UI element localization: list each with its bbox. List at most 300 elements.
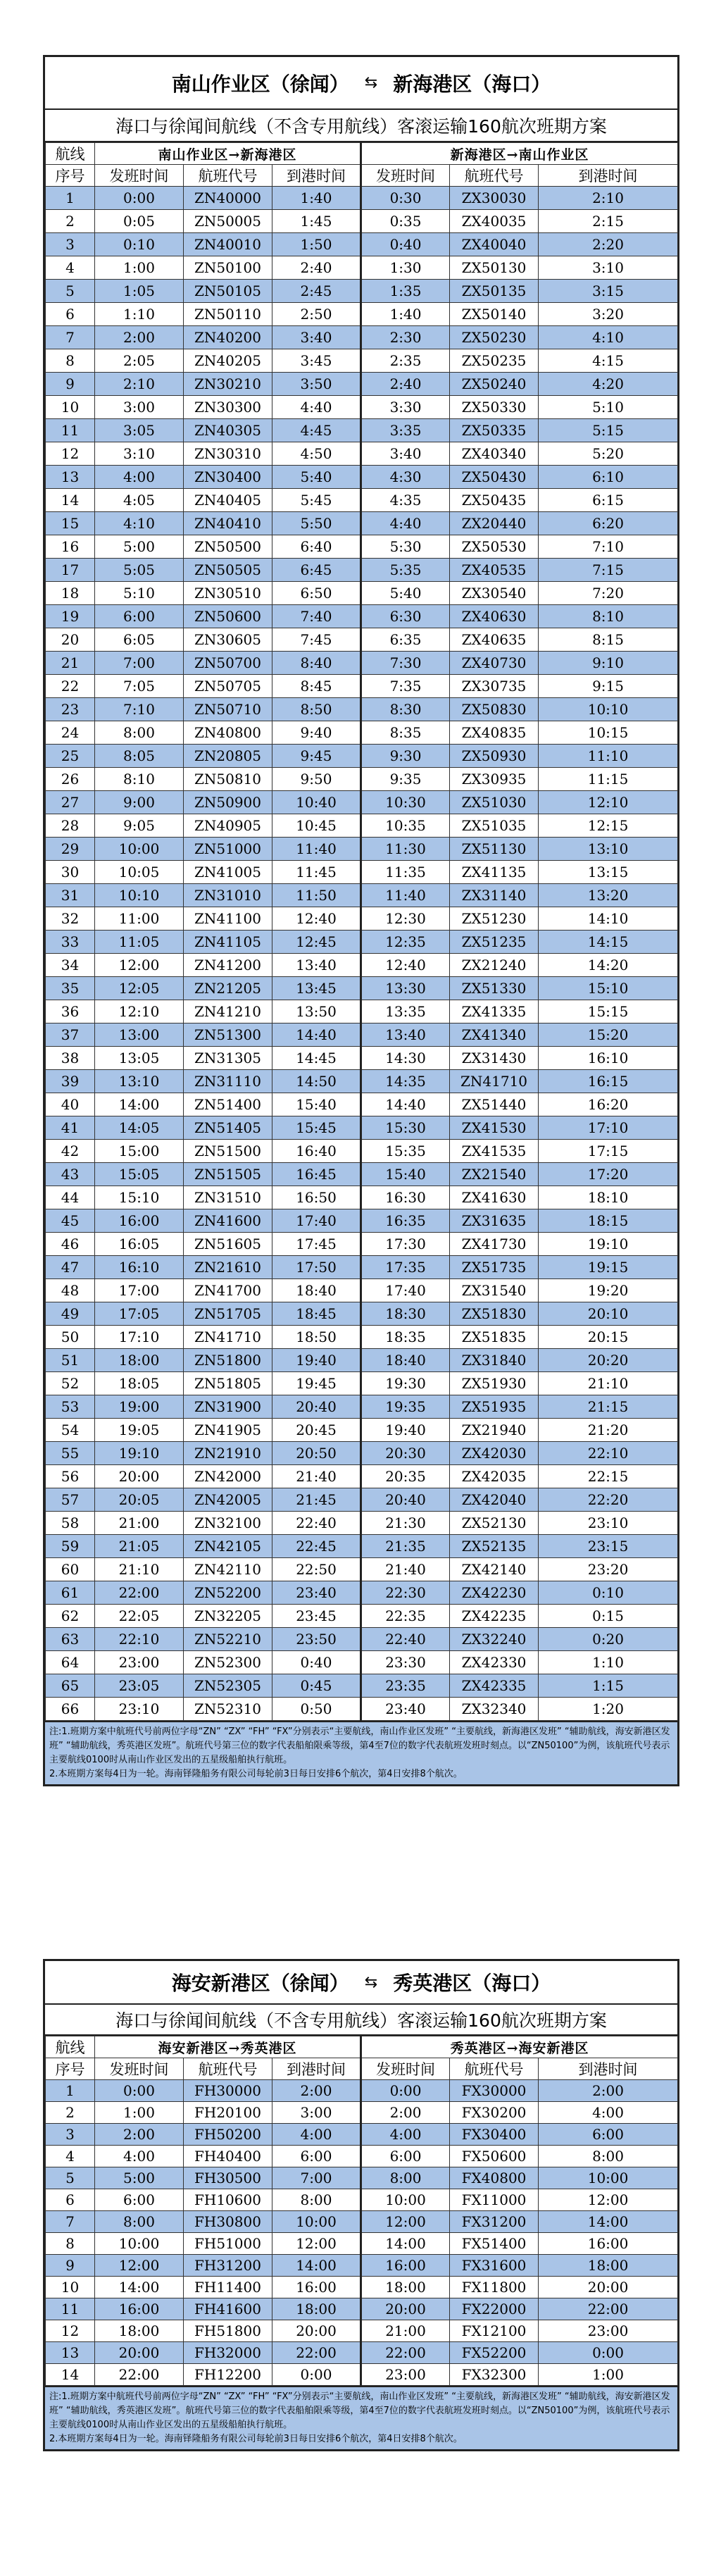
depart-time-cell: 2:10 (95, 373, 184, 396)
flight-code-cell: ZX42140 (450, 1558, 539, 1581)
depart-time-cell: 13:00 (95, 1023, 184, 1047)
flight-code-cell: ZN40200 (184, 326, 272, 349)
row-seq-cell: 39 (46, 1070, 95, 1093)
row-seq-cell: 30 (46, 861, 95, 884)
depart-time-cell: 23:05 (95, 1674, 184, 1698)
depart-time-cell: 22:00 (95, 1581, 184, 1605)
row-seq-cell: 37 (46, 1023, 95, 1047)
table-row (46, 1349, 678, 1372)
flight-code-cell: ZX30735 (450, 675, 539, 698)
flight-code-cell: FH50200 (184, 2124, 272, 2146)
flight-code-cell: FX11000 (450, 2189, 539, 2211)
depart-time-cell: 21:30 (361, 1512, 450, 1535)
table-row (46, 582, 678, 605)
flight-code-cell: ZN30310 (184, 442, 272, 466)
arrive-time-cell: 0:00 (272, 2364, 361, 2386)
flight-code-cell: FX40800 (450, 2167, 539, 2189)
header-direction-return: 新海港区→南山作业区 (361, 143, 678, 165)
row-seq-cell: 51 (46, 1349, 95, 1372)
row-seq-cell: 9 (46, 373, 95, 396)
depart-time-cell: 21:40 (361, 1558, 450, 1581)
flight-code-cell: ZN51500 (184, 1140, 272, 1163)
row-seq-cell: 24 (46, 721, 95, 745)
flight-code-cell: ZX51030 (450, 791, 539, 814)
table-row (46, 233, 678, 256)
flight-code-cell: ZN42105 (184, 1535, 272, 1558)
flight-code-cell: ZX30540 (450, 582, 539, 605)
table-row (46, 1047, 678, 1070)
depart-time-cell: 7:00 (95, 652, 184, 675)
arrive-time-cell: 1:20 (539, 1698, 678, 1721)
flight-code-cell: ZX50830 (450, 698, 539, 721)
table-row (46, 2364, 678, 2386)
table-row (46, 2102, 678, 2124)
table-row (46, 1093, 678, 1116)
depart-time-cell: 21:10 (95, 1558, 184, 1581)
flight-code-cell: ZX31540 (450, 1279, 539, 1302)
flight-code-cell: ZN41005 (184, 861, 272, 884)
table-row (46, 1256, 678, 1279)
depart-time-cell: 18:00 (95, 1349, 184, 1372)
row-seq-cell: 36 (46, 1000, 95, 1023)
flight-code-cell: ZN32100 (184, 1512, 272, 1535)
depart-time-cell: 14:00 (361, 2233, 450, 2255)
arrive-time-cell: 2:45 (272, 280, 361, 303)
arrive-time-cell: 17:10 (539, 1116, 678, 1140)
row-seq-cell: 57 (46, 1488, 95, 1512)
table-row (46, 2298, 678, 2320)
col-depart-time: 发班时间 (95, 2058, 184, 2080)
arrive-time-cell: 9:45 (272, 745, 361, 768)
flight-code-cell: ZX51735 (450, 1256, 539, 1279)
flight-code-cell: FX11800 (450, 2277, 539, 2298)
table-row (46, 1163, 678, 1186)
arrive-time-cell: 0:00 (539, 2342, 678, 2364)
arrive-time-cell: 9:40 (272, 721, 361, 745)
table-row (46, 1581, 678, 1605)
schedule-rows (46, 2080, 678, 2386)
arrive-time-cell: 5:40 (272, 466, 361, 489)
arrive-time-cell: 11:45 (272, 861, 361, 884)
flight-code-cell: FH51000 (184, 2233, 272, 2255)
depart-time-cell: 21:35 (361, 1535, 450, 1558)
depart-time-cell: 4:00 (361, 2124, 450, 2146)
flight-code-cell: ZN51000 (184, 838, 272, 861)
table-row (46, 373, 678, 396)
arrive-time-cell: 9:15 (539, 675, 678, 698)
depart-time-cell: 17:30 (361, 1233, 450, 1256)
arrive-time-cell: 16:00 (272, 2277, 361, 2298)
flight-code-cell: ZN40010 (184, 233, 272, 256)
flight-code-cell: ZN32205 (184, 1605, 272, 1628)
flight-code-cell: ZX51235 (450, 931, 539, 954)
row-seq-cell: 3 (46, 2124, 95, 2146)
depart-time-cell: 19:05 (95, 1419, 184, 1442)
depart-time-cell: 13:05 (95, 1047, 184, 1070)
depart-time-cell: 20:35 (361, 1465, 450, 1488)
depart-time-cell: 23:40 (361, 1698, 450, 1721)
depart-time-cell: 5:05 (95, 559, 184, 582)
depart-time-cell: 12:00 (361, 2211, 450, 2233)
arrive-time-cell: 22:45 (272, 1535, 361, 1558)
flight-code-cell: FH12200 (184, 2364, 272, 2386)
arrive-time-cell: 10:15 (539, 721, 678, 745)
depart-time-cell: 19:40 (361, 1419, 450, 1442)
arrive-time-cell: 11:40 (272, 838, 361, 861)
row-seq-cell: 29 (46, 838, 95, 861)
arrive-time-cell: 16:50 (272, 1186, 361, 1209)
arrive-time-cell: 20:50 (272, 1442, 361, 1465)
flight-code-cell: FX52200 (450, 2342, 539, 2364)
col-flight-code: 航班代号 (450, 165, 539, 187)
depart-time-cell: 5:40 (361, 582, 450, 605)
depart-time-cell: 21:05 (95, 1535, 184, 1558)
table-row (46, 931, 678, 954)
flight-code-cell: ZN41600 (184, 1209, 272, 1233)
depart-time-cell: 10:35 (361, 814, 450, 838)
depart-time-cell: 2:40 (361, 373, 450, 396)
row-seq-cell: 5 (46, 2167, 95, 2189)
arrive-time-cell: 8:00 (539, 2146, 678, 2167)
depart-time-cell: 17:10 (95, 1326, 184, 1349)
depart-time-cell: 1:30 (361, 256, 450, 280)
flight-code-cell: FH30000 (184, 2080, 272, 2102)
note-2: 2.本班期方案每4日为一轮。海南铎隆船务有限公司每轮前3日每日安排6个航次，第4日安排8个航次。 (49, 2434, 463, 2444)
depart-time-cell: 20:00 (95, 1465, 184, 1488)
flight-code-cell: ZX41335 (450, 1000, 539, 1023)
depart-time-cell: 18:30 (361, 1302, 450, 1326)
col-arrive-time: 到港时间 (272, 165, 361, 187)
table-row (46, 1651, 678, 1674)
table-row (46, 2255, 678, 2277)
row-seq-cell: 6 (46, 2189, 95, 2211)
arrive-time-cell: 23:20 (539, 1558, 678, 1581)
row-seq-cell: 21 (46, 652, 95, 675)
depart-time-cell: 22:00 (95, 2364, 184, 2386)
arrive-time-cell: 4:00 (539, 2102, 678, 2124)
row-seq-cell: 61 (46, 1581, 95, 1605)
row-seq-cell: 4 (46, 256, 95, 280)
table-row (46, 1116, 678, 1140)
flight-code-cell: ZX42040 (450, 1488, 539, 1512)
flight-code-cell: FX12100 (450, 2320, 539, 2342)
arrive-time-cell: 20:15 (539, 1326, 678, 1349)
arrive-time-cell: 16:10 (539, 1047, 678, 1070)
depart-time-cell: 3:40 (361, 442, 450, 466)
flight-code-cell: ZN50110 (184, 303, 272, 326)
arrive-time-cell: 16:20 (539, 1093, 678, 1116)
depart-time-cell: 6:05 (95, 628, 184, 652)
row-seq-cell: 34 (46, 954, 95, 977)
depart-time-cell: 6:00 (361, 2146, 450, 2167)
row-seq-cell: 25 (46, 745, 95, 768)
flight-code-cell: ZN40405 (184, 489, 272, 512)
depart-time-cell: 3:00 (95, 396, 184, 419)
flight-code-cell: ZN50105 (184, 280, 272, 303)
table-row (46, 1512, 678, 1535)
table-row (46, 466, 678, 489)
flight-code-cell: ZX51230 (450, 907, 539, 931)
flight-code-cell: ZN31110 (184, 1070, 272, 1093)
col-arrive-time: 到港时间 (539, 2058, 678, 2080)
flight-code-cell: ZX51835 (450, 1326, 539, 1349)
arrive-time-cell: 19:15 (539, 1256, 678, 1279)
col-arrive-time: 到港时间 (539, 165, 678, 187)
flight-code-cell: ZX40535 (450, 559, 539, 582)
arrive-time-cell: 4:10 (539, 326, 678, 349)
table-row (46, 419, 678, 442)
col-flight-code: 航班代号 (184, 2058, 272, 2080)
table-row (46, 1488, 678, 1512)
flight-code-cell: FH10600 (184, 2189, 272, 2211)
depart-time-cell: 2:35 (361, 349, 450, 373)
depart-time-cell: 6:00 (95, 605, 184, 628)
row-seq-cell: 32 (46, 907, 95, 931)
table-row (46, 187, 678, 210)
row-seq-cell: 38 (46, 1047, 95, 1070)
flight-code-cell: ZX31140 (450, 884, 539, 907)
depart-time-cell: 14:00 (95, 2277, 184, 2298)
depart-time-cell: 4:00 (95, 466, 184, 489)
schedule-table (45, 2036, 678, 2386)
flight-code-cell: ZN40000 (184, 187, 272, 210)
flight-code-cell: ZX50135 (450, 280, 539, 303)
arrive-time-cell: 4:45 (272, 419, 361, 442)
flight-code-cell: ZX31635 (450, 1209, 539, 1233)
arrive-time-cell: 7:15 (539, 559, 678, 582)
depart-time-cell: 12:00 (95, 954, 184, 977)
flight-code-cell: ZN51505 (184, 1163, 272, 1186)
row-seq-cell: 56 (46, 1465, 95, 1488)
depart-time-cell: 17:35 (361, 1256, 450, 1279)
depart-time-cell: 11:40 (361, 884, 450, 907)
table-row (46, 1326, 678, 1349)
table-row (46, 1395, 678, 1419)
flight-code-cell: FH41600 (184, 2298, 272, 2320)
flight-code-cell: ZN41905 (184, 1419, 272, 1442)
flight-code-cell: ZX31840 (450, 1349, 539, 1372)
col-flight-code: 航班代号 (184, 165, 272, 187)
depart-time-cell: 15:35 (361, 1140, 450, 1163)
row-seq-cell: 3 (46, 233, 95, 256)
flight-code-cell: ZN51800 (184, 1349, 272, 1372)
arrive-time-cell: 16:40 (272, 1140, 361, 1163)
arrive-time-cell: 20:10 (539, 1302, 678, 1326)
depart-time-cell: 22:05 (95, 1605, 184, 1628)
header-seq: 序号 (46, 2058, 95, 2080)
flight-code-cell: ZX51330 (450, 977, 539, 1000)
depart-time-cell: 16:00 (95, 2298, 184, 2320)
flight-code-cell: FH30800 (184, 2211, 272, 2233)
flight-code-cell: FH31200 (184, 2255, 272, 2277)
flight-code-cell: ZN31305 (184, 1047, 272, 1070)
arrive-time-cell: 1:10 (539, 1651, 678, 1674)
arrive-time-cell: 16:45 (272, 1163, 361, 1186)
bidirectional-arrows-icon: ⇆ (364, 74, 378, 92)
flight-code-cell: FH20100 (184, 2102, 272, 2124)
depart-time-cell: 6:00 (95, 2189, 184, 2211)
row-seq-cell: 23 (46, 698, 95, 721)
arrive-time-cell: 14:15 (539, 931, 678, 954)
arrive-time-cell: 7:10 (539, 535, 678, 559)
flight-code-cell: ZN42110 (184, 1558, 272, 1581)
depart-time-cell: 0:00 (361, 2080, 450, 2102)
flight-code-cell: ZX21240 (450, 954, 539, 977)
depart-time-cell: 1:10 (95, 303, 184, 326)
depart-time-cell: 14:00 (95, 1093, 184, 1116)
arrive-time-cell: 23:00 (539, 2320, 678, 2342)
flight-code-cell: FX30400 (450, 2124, 539, 2146)
flight-code-cell: ZX42335 (450, 1674, 539, 1698)
depart-time-cell: 14:05 (95, 1116, 184, 1140)
row-seq-cell: 7 (46, 2211, 95, 2233)
table-row (46, 303, 678, 326)
schedule-panel-haian-xiuying (43, 1959, 679, 2451)
arrive-time-cell: 17:15 (539, 1140, 678, 1163)
arrive-time-cell: 20:40 (272, 1395, 361, 1419)
arrive-time-cell: 18:00 (539, 2255, 678, 2277)
arrive-time-cell: 13:45 (272, 977, 361, 1000)
depart-time-cell: 5:30 (361, 535, 450, 559)
arrive-time-cell: 3:00 (272, 2102, 361, 2124)
arrive-time-cell: 23:45 (272, 1605, 361, 1628)
depart-time-cell: 0:30 (361, 187, 450, 210)
table-row (46, 954, 678, 977)
table-row (46, 861, 678, 884)
table-row (46, 2146, 678, 2167)
flight-code-cell: ZN30605 (184, 628, 272, 652)
depart-time-cell: 12:00 (95, 2255, 184, 2277)
arrive-time-cell: 11:15 (539, 768, 678, 791)
depart-time-cell: 16:35 (361, 1209, 450, 1233)
flight-code-cell: ZN41700 (184, 1279, 272, 1302)
arrive-time-cell: 4:15 (539, 349, 678, 373)
arrive-time-cell: 10:00 (272, 2211, 361, 2233)
table-row (46, 326, 678, 349)
row-seq-cell: 59 (46, 1535, 95, 1558)
depart-time-cell: 20:00 (95, 2342, 184, 2364)
depart-time-cell: 21:00 (361, 2320, 450, 2342)
depart-time-cell: 15:10 (95, 1186, 184, 1209)
flight-code-cell: ZX40035 (450, 210, 539, 233)
table-row (46, 652, 678, 675)
table-row (46, 791, 678, 814)
flight-code-cell: ZN50100 (184, 256, 272, 280)
schedule-table (45, 142, 678, 1721)
depart-time-cell: 3:05 (95, 419, 184, 442)
arrive-time-cell: 3:15 (539, 280, 678, 303)
arrive-time-cell: 12:40 (272, 907, 361, 931)
arrive-time-cell: 6:10 (539, 466, 678, 489)
row-seq-cell: 1 (46, 2080, 95, 2102)
col-depart-time: 发班时间 (361, 165, 450, 187)
table-row (46, 2320, 678, 2342)
flight-code-cell: ZN30400 (184, 466, 272, 489)
table-row (46, 256, 678, 280)
flight-code-cell: FH40400 (184, 2146, 272, 2167)
arrive-time-cell: 18:40 (272, 1279, 361, 1302)
table-row (46, 2342, 678, 2364)
flight-code-cell: ZN51400 (184, 1093, 272, 1116)
arrive-time-cell: 15:10 (539, 977, 678, 1000)
flight-code-cell: ZN21205 (184, 977, 272, 1000)
depart-time-cell: 1:00 (95, 256, 184, 280)
arrive-time-cell: 22:50 (272, 1558, 361, 1581)
arrive-time-cell: 21:15 (539, 1395, 678, 1419)
depart-time-cell: 18:40 (361, 1349, 450, 1372)
flight-code-cell: FX30200 (450, 2102, 539, 2124)
flight-code-cell: ZN40305 (184, 419, 272, 442)
depart-time-cell: 14:30 (361, 1047, 450, 1070)
row-seq-cell: 2 (46, 210, 95, 233)
row-seq-cell: 43 (46, 1163, 95, 1186)
depart-time-cell: 5:00 (95, 535, 184, 559)
row-seq-cell: 44 (46, 1186, 95, 1209)
flight-code-cell: ZN52300 (184, 1651, 272, 1674)
table-row (46, 1070, 678, 1093)
arrive-time-cell: 14:45 (272, 1047, 361, 1070)
flight-code-cell: ZX41135 (450, 861, 539, 884)
row-seq-cell: 11 (46, 419, 95, 442)
depart-time-cell: 10:00 (361, 2189, 450, 2211)
flight-code-cell: ZN31900 (184, 1395, 272, 1419)
depart-time-cell: 10:30 (361, 791, 450, 814)
arrive-time-cell: 6:40 (272, 535, 361, 559)
route-title (45, 1961, 677, 2005)
depart-time-cell: 11:30 (361, 838, 450, 861)
arrive-time-cell: 13:40 (272, 954, 361, 977)
row-seq-cell: 66 (46, 1698, 95, 1721)
depart-time-cell: 0:00 (95, 187, 184, 210)
flight-code-cell: ZN40205 (184, 349, 272, 373)
depart-time-cell: 12:35 (361, 931, 450, 954)
depart-time-cell: 5:10 (95, 582, 184, 605)
table-row (46, 1023, 678, 1047)
flight-code-cell: ZN50005 (184, 210, 272, 233)
arrive-time-cell: 9:10 (539, 652, 678, 675)
arrive-time-cell: 18:50 (272, 1326, 361, 1349)
depart-time-cell: 4:10 (95, 512, 184, 535)
flight-code-cell: ZX52130 (450, 1512, 539, 1535)
depart-time-cell: 0:40 (361, 233, 450, 256)
arrive-time-cell: 21:40 (272, 1465, 361, 1488)
table-row (46, 628, 678, 652)
flight-code-cell: ZX40635 (450, 628, 539, 652)
row-seq-cell: 28 (46, 814, 95, 838)
depart-time-cell: 23:30 (361, 1651, 450, 1674)
depart-time-cell: 20:05 (95, 1488, 184, 1512)
arrive-time-cell: 7:45 (272, 628, 361, 652)
table-row (46, 814, 678, 838)
flight-code-cell: ZN21910 (184, 1442, 272, 1465)
table-row (46, 977, 678, 1000)
depart-time-cell: 8:00 (95, 721, 184, 745)
row-seq-cell: 13 (46, 466, 95, 489)
flight-code-cell: ZX51130 (450, 838, 539, 861)
row-seq-cell: 13 (46, 2342, 95, 2364)
depart-time-cell: 2:00 (361, 2102, 450, 2124)
flight-code-cell: ZX51035 (450, 814, 539, 838)
route-title-origin: 海安新港区（徐闻） (171, 1972, 349, 1995)
schedule-panel-nanshan-xinhaigang (43, 55, 679, 1786)
row-seq-cell: 49 (46, 1302, 95, 1326)
arrive-time-cell: 1:50 (272, 233, 361, 256)
arrive-time-cell: 19:10 (539, 1233, 678, 1256)
table-row (46, 349, 678, 373)
depart-time-cell: 3:30 (361, 396, 450, 419)
route-title-destination: 秀英港区（海口） (393, 1972, 551, 1995)
flight-code-cell: ZX50930 (450, 745, 539, 768)
